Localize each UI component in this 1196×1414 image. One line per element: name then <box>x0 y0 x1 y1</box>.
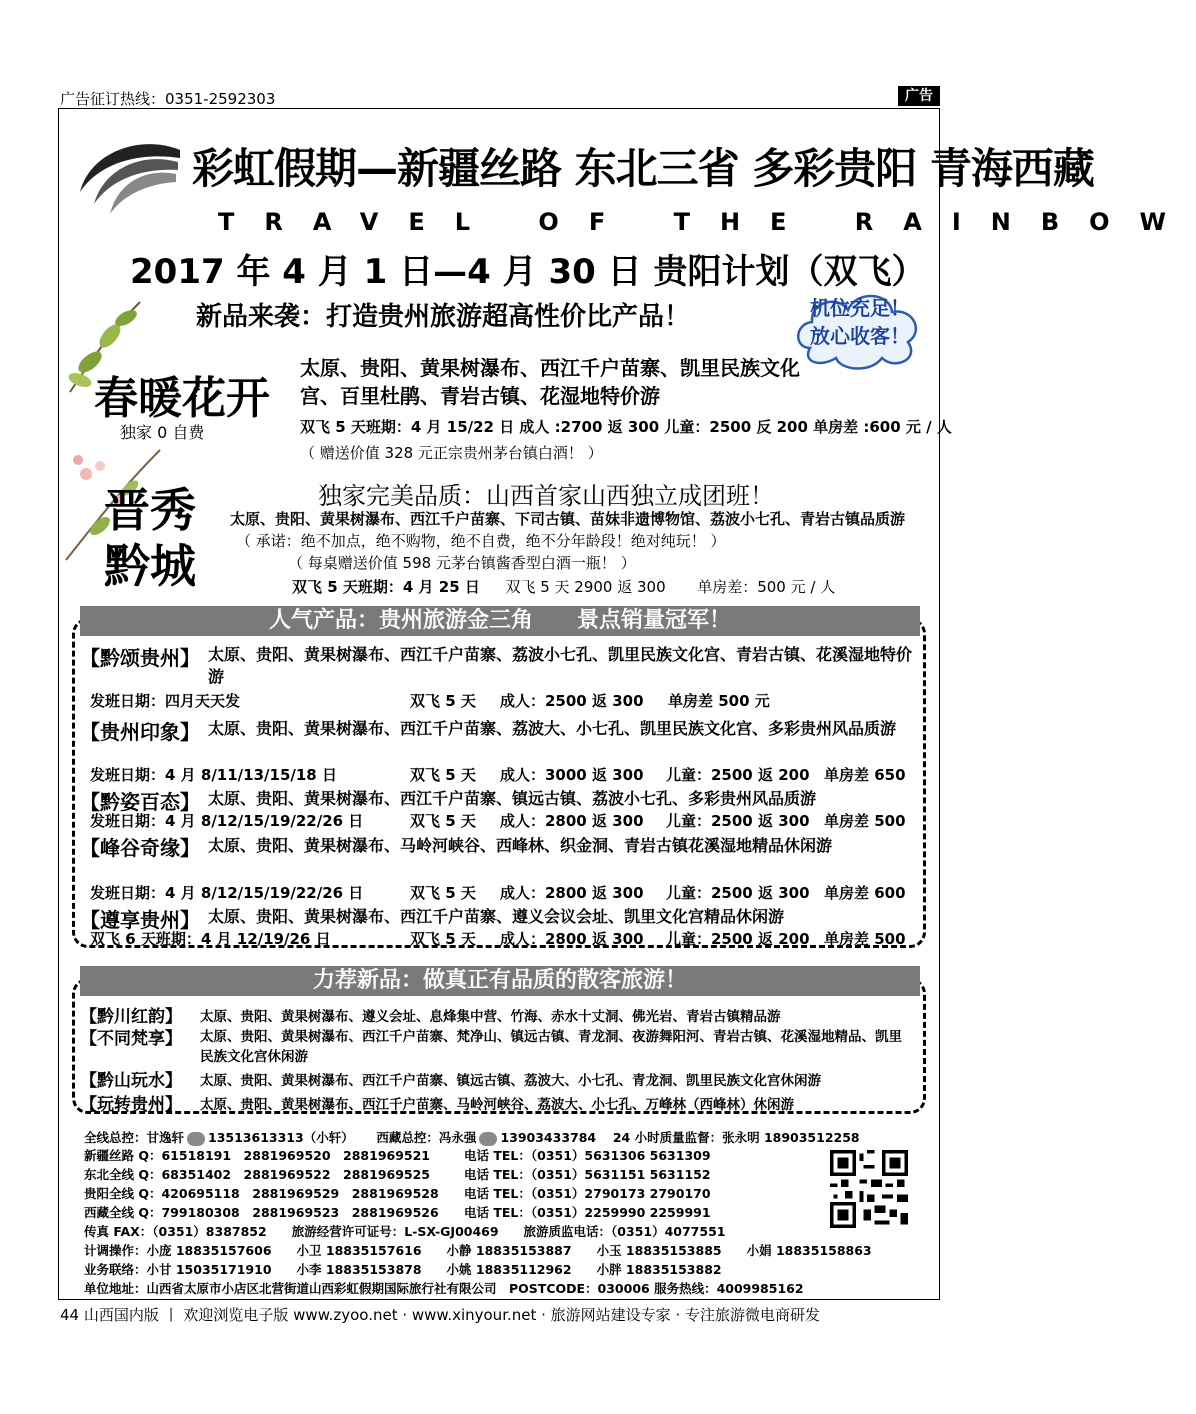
rainbow-swoosh-logo <box>70 132 190 228</box>
product-adult-price: 成人：2500 返 300 <box>500 692 644 710</box>
product-adult-price: 成人：3000 返 300 <box>500 766 644 784</box>
product-route: 太原、贵阳、黄果树瀑布、西江千户苗寨、遵义会议会址、凯里文化宫精品休闲游 <box>208 907 785 926</box>
jinxiu-route: 太原、贵阳、黄果树瀑布、西江千户苗寨、下司古镇、苗妹非遗博物馆、荔波小七孔、青岩古镇品质游 <box>230 510 906 528</box>
cloud-badge-text <box>800 294 920 350</box>
contact-tel <box>464 1146 711 1164</box>
product-single-supplement: 单房差 500 <box>824 812 906 830</box>
product-route: 太原、贵阳、黄果树瀑布、西江千户苗寨、荔波小七孔、凯里民族文化宫、青岩古镇、花溪湿地特价游 <box>208 645 913 686</box>
general-control-phone: 13513613313（小轩） <box>208 1130 354 1145</box>
contact-line-general <box>84 1128 860 1146</box>
product-single-supplement: 单房差 600 <box>824 884 906 902</box>
product-name: 【贵州印象】 <box>80 720 200 744</box>
product-route: 太原、贵阳、黄果树瀑布、西江千户苗寨、荔波大、小七孔、凯里民族文化宫、多彩贵州风品质游 <box>208 719 897 738</box>
tel-line: 电话 TEL：（0351）5631306 5631309 <box>464 1148 711 1163</box>
contact-row <box>84 1165 430 1183</box>
main-title: 彩虹假期—新疆丝路 东北三省 多彩贵阳 青海西藏 <box>192 144 1094 193</box>
operations-line: 计调操作：小庞 18835157606 小卫 18835157616 小静 18835153887 小玉 18835153885 小娟 18835158863 <box>84 1243 872 1258</box>
jinxiu-price-adult: 双飞 5 天 2900 返 300 <box>505 578 666 596</box>
spring-route: 太原、贵阳、黄果树瀑布、西江千户苗寨、凯里民族文化宫、百里杜鹃、青岩古镇、花湿地特价游 <box>300 356 800 408</box>
badge-line-1: 机位充足！ <box>810 296 910 320</box>
product-child-price: 儿童：2500 返 300 <box>666 812 810 830</box>
page-footer: 44 山西国内版 丨 欢迎浏览电子版 www.zyoo.net · www.xinyour.net · 旅游网站建设专家 · 专注旅游微电商研发 <box>60 1306 820 1324</box>
product-days: 双飞 5 天 <box>410 930 476 948</box>
product-dates: 发班日期：4 月 8/12/15/19/22/26 日 <box>90 812 364 830</box>
jinxiu-title-line-1: 晋秀 <box>104 483 196 537</box>
product-route: 太原、贵阳、黄果树瀑布、西江千户苗寨、镇远古镇、荔波小七孔、多彩贵州风品质游 <box>208 789 817 808</box>
spring-subtitle: 独家 0 自费 <box>120 423 205 442</box>
wechat-icon <box>479 1132 497 1146</box>
general-control: 全线总控：甘逸轩 <box>84 1130 185 1145</box>
spring-gift: （ 赠送价值 328 元正宗贵州茅台镇白酒！ ） <box>300 444 603 462</box>
contact-row <box>84 1146 430 1164</box>
product-name: 【黔颂贵州】 <box>80 646 200 670</box>
product-name: 【黔姿百态】 <box>80 790 200 814</box>
qq-line: 西藏全线 Q：799180308 2881969523 2881969526 <box>84 1205 439 1220</box>
product-single-supplement: 单房差 500 元 <box>668 692 770 710</box>
product-single-supplement: 单房差 500 <box>824 930 906 948</box>
recommend-name: 【玩转贵州】 <box>80 1095 182 1115</box>
qq-line: 新疆丝路 Q：61518191 2881969520 2881969521 <box>84 1148 431 1163</box>
product-days: 双飞 5 天 <box>410 812 476 830</box>
business-line: 业务联络：小甘 15035171910 小李 18835153878 小姚 18835112962 小胖 18835153882 <box>84 1262 722 1277</box>
contact-tel <box>464 1203 711 1221</box>
recommend-name: 【不同梵享】 <box>80 1029 182 1049</box>
recommend-route: 太原、贵阳、黄果树瀑布、西江千户苗寨、镇远古镇、荔波大、小七孔、青龙洞、凯里民族文化宫休闲游 <box>200 1073 821 1089</box>
product-child-price: 儿童：2500 返 300 <box>666 884 810 902</box>
recommend-banner: 力荐新品：做真正有品质的散客旅游！ <box>80 966 920 996</box>
jinxiu-gift: （ 每桌赠送价值 598 元茅台镇酱香型白酒一瓶！ ） <box>288 554 636 572</box>
product-days: 双飞 5 天 <box>410 692 476 710</box>
product-days: 双飞 5 天 <box>410 884 476 902</box>
jinxiu-title <box>104 482 196 594</box>
popular-banner: 人气产品：贵州旅游金三角 景点销量冠军！ <box>80 606 920 636</box>
product-dates: 发班日期：4 月 8/11/13/15/18 日 <box>90 766 337 784</box>
product-single-supplement: 单房差 650 <box>824 766 906 784</box>
jinxiu-price-date: 双飞 5 天班期：4 月 25 日 <box>292 578 480 596</box>
recommend-route: 太原、贵阳、黄果树瀑布、西江千户苗寨、马岭河峡谷、荔波大、小七孔、万峰林（西峰林）休闲游 <box>200 1097 794 1113</box>
recommend-route: 太原、贵阳、黄果树瀑布、西江千户苗寨、梵净山、镇远古镇、青龙洞、夜游舞阳河、青岩古镇、花溪湿地精品、凯里民族文化宫休闲游 <box>200 1029 902 1065</box>
address-line: 单位地址：山西省太原市小店区北营街道山西彩虹假期国际旅行社有限公司 POSTCODE：030006 服务热线：4009985162 <box>84 1281 804 1296</box>
tel-line: 电话 TEL：（0351）2790173 2790170 <box>464 1186 711 1201</box>
qq-line: 东北全线 Q：68351402 2881969522 2881969525 <box>84 1167 431 1182</box>
contact-tel <box>464 1184 711 1202</box>
recommend-route: 太原、贵阳、黄果树瀑布、遵义会址、息烽集中营、竹海、赤水十丈洞、佛光岩、青岩古镇精品游 <box>200 1009 781 1025</box>
jinxiu-price <box>292 576 835 597</box>
fax-license-line: 传真 FAX：（0351）8387852 旅游经营许可证号：L-SX-GJ00469 旅游质监电话：（0351）4077551 <box>84 1224 726 1239</box>
wechat-icon <box>187 1132 205 1146</box>
jinxiu-headline: 独家完美品质：山西首家山西独立成团班！ <box>318 482 774 510</box>
product-name: 【遵享贵州】 <box>80 908 200 932</box>
jinxiu-price-single: 单房差：500 元 / 人 <box>697 578 836 596</box>
product-child-price: 儿童：2500 返 200 <box>666 766 810 784</box>
tibet-control: 西藏总控：冯永强 <box>376 1130 477 1145</box>
jinxiu-promise: （ 承诺：绝不加点，绝不购物，绝不自费，绝不分年龄段！绝对纯玩！ ） <box>236 532 726 550</box>
contact-tel <box>464 1165 711 1183</box>
qq-line: 贵阳全线 Q：420695118 2881969529 2881969528 <box>84 1186 439 1201</box>
product-days: 双飞 5 天 <box>410 766 476 784</box>
product-dates: 发班日期：4 月 8/12/15/19/22/26 日 <box>90 884 364 902</box>
product-name: 【峰谷奇缘】 <box>80 836 200 860</box>
ad-hotline: 广告征订热线：0351-2592303 <box>60 90 276 108</box>
product-dates: 双飞 6 天班期：4 月 12/19/26 日 <box>90 930 331 948</box>
quality-supervisor: 24 小时质量监督：张永明 18903512258 <box>612 1130 860 1145</box>
rainbow-subtitle: TRAVEL OF THE RAINBOW <box>218 208 1196 236</box>
product-child-price: 儿童：2500 返 200 <box>666 930 810 948</box>
product-route: 太原、贵阳、黄果树瀑布、马岭河峡谷、西峰林、织金洞、青岩古镇花溪湿地精品休闲游 <box>208 836 833 855</box>
qr-code-icon <box>830 1150 908 1228</box>
recommend-name: 【黔山玩水】 <box>80 1071 182 1091</box>
tel-line: 电话 TEL：（0351）5631151 5631152 <box>464 1167 711 1182</box>
ad-tag: 广告 <box>898 86 940 106</box>
tibet-control-phone: 13903433784 <box>500 1130 597 1145</box>
new-product-line: 新品来袭：打造贵州旅游超高性价比产品！ <box>196 302 691 332</box>
contact-row <box>84 1184 439 1202</box>
product-adult-price: 成人：2800 返 300 <box>500 812 644 830</box>
product-adult-price: 成人：2800 返 300 <box>500 884 644 902</box>
jinxiu-title-line-2: 黔城 <box>104 539 196 593</box>
product-adult-price: 成人：2800 返 300 <box>500 930 644 948</box>
contact-row <box>84 1203 439 1221</box>
recommend-name: 【黔川红韵】 <box>80 1007 182 1027</box>
spring-title: 春暖花开 <box>94 373 270 424</box>
badge-line-2: 放心收客！ <box>810 324 910 348</box>
tel-line: 电话 TEL：（0351）2259990 2259991 <box>464 1205 711 1220</box>
spring-price: 双飞 5 天班期：4 月 15/22 日 成人 :2700 返 300 儿童：2500 反 200 单房差 :600 元 / 人 <box>300 418 952 436</box>
product-dates: 发班日期：四月天天发 <box>90 692 241 710</box>
date-plan-heading: 2017 年 4 月 1 日—4 月 30 日 贵阳计划（双飞） <box>130 252 926 292</box>
